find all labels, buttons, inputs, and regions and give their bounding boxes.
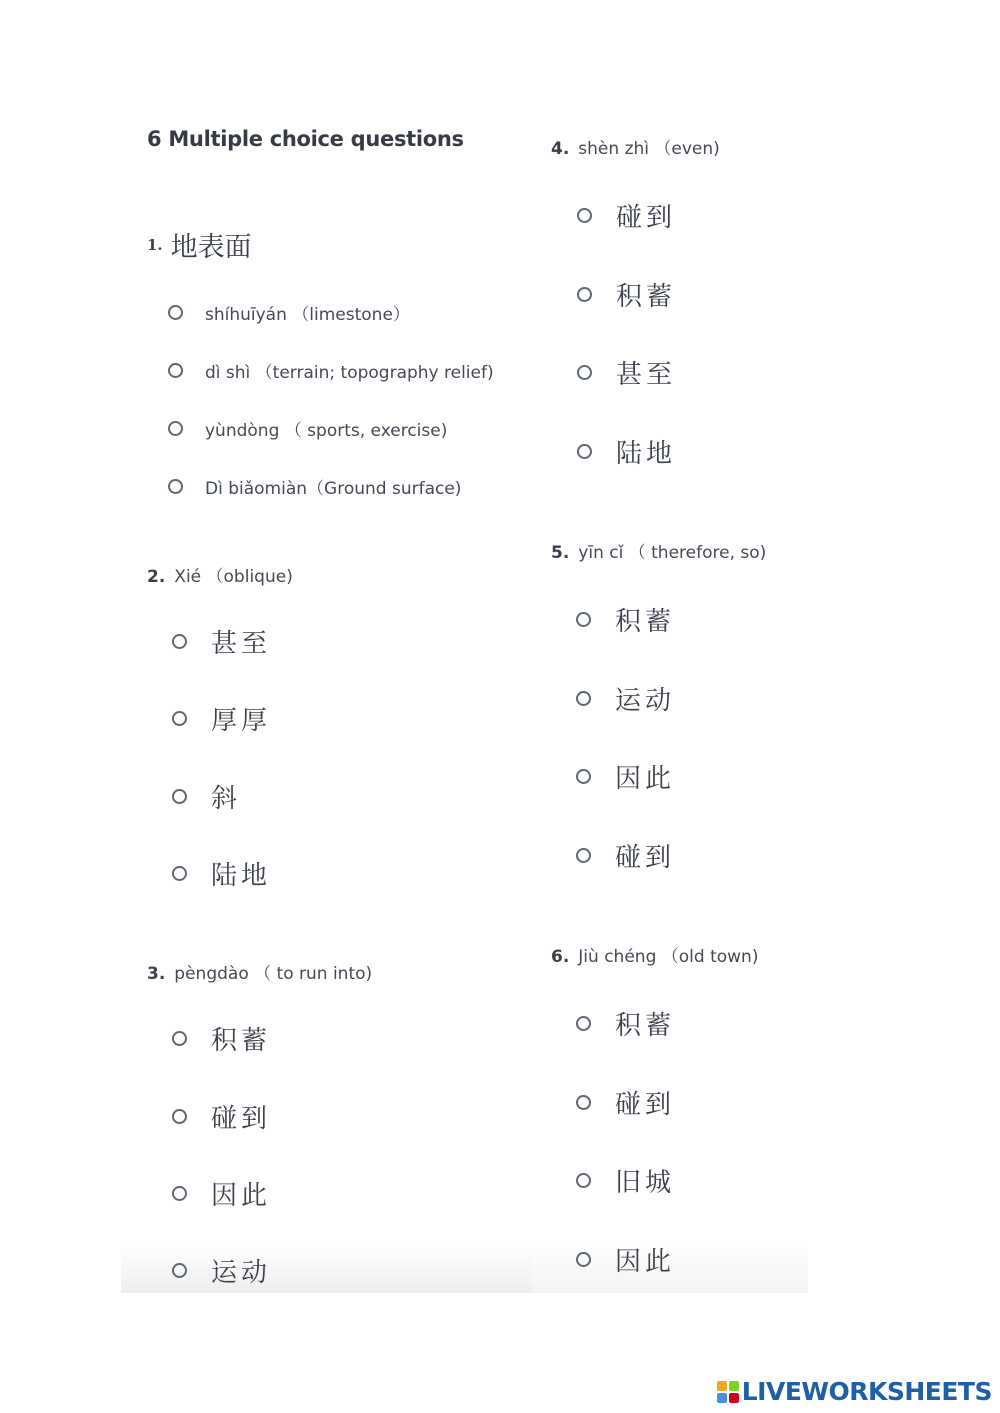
radio-button[interactable] (576, 1016, 591, 1031)
q1-option-2[interactable] (168, 358, 494, 383)
radio-button[interactable] (172, 634, 187, 649)
option-label: 碰到 (616, 203, 677, 233)
logo-tile (729, 1393, 739, 1403)
option-label: 运动 (615, 686, 676, 716)
option-label: 因此 (615, 1247, 676, 1277)
q1-option-4[interactable] (168, 474, 461, 499)
question-5-prompt: yīn cǐ （ therefore, so) (578, 543, 767, 563)
radio-button[interactable] (172, 866, 187, 881)
q6-option-3[interactable] (576, 1162, 675, 1199)
question-3-number: 3. (147, 964, 166, 984)
question-2-prompt: Xié （oblique) (174, 567, 293, 587)
question-4-prompt: shèn zhì （even) (578, 139, 720, 159)
radio-button[interactable] (576, 1095, 591, 1110)
radio-button[interactable] (577, 287, 592, 302)
option-label: 积蓄 (615, 607, 676, 637)
radio-button[interactable] (577, 365, 592, 380)
q6-option-2[interactable] (576, 1084, 675, 1121)
q3-option-2[interactable] (172, 1098, 271, 1135)
question-6-number: 6. (551, 947, 570, 967)
radio-button[interactable] (576, 769, 591, 784)
radio-button[interactable] (172, 1109, 187, 1124)
q2-option-3[interactable] (172, 778, 241, 815)
radio-button[interactable] (576, 1252, 591, 1267)
logo-tile (717, 1381, 727, 1391)
q5-option-1[interactable] (576, 601, 675, 638)
q5-option-2[interactable] (576, 680, 675, 717)
option-label: 因此 (211, 1181, 272, 1211)
option-label: 斜 (211, 784, 242, 814)
q3-option-1[interactable] (172, 1020, 271, 1057)
q4-option-4[interactable] (577, 433, 676, 470)
q5-option-3[interactable] (576, 758, 675, 795)
option-label: dì shì （terrain; topography relief) (205, 363, 494, 383)
option-label: 甚至 (211, 629, 272, 659)
q2-option-4[interactable] (172, 855, 271, 892)
q2-option-2[interactable] (172, 700, 271, 737)
option-label: 碰到 (615, 1090, 676, 1120)
option-label: 因此 (615, 764, 676, 794)
question-5-label (551, 538, 766, 563)
q4-option-1[interactable] (577, 197, 676, 234)
q1-option-3[interactable] (168, 416, 447, 441)
option-label: 厚厚 (211, 706, 272, 736)
liveworksheets-logo (717, 1377, 992, 1406)
logo-tile (729, 1381, 739, 1391)
radio-button[interactable] (576, 691, 591, 706)
q6-option-4[interactable] (576, 1241, 675, 1278)
radio-button[interactable] (576, 612, 591, 627)
radio-button[interactable] (168, 305, 183, 320)
q6-option-1[interactable] (576, 1005, 675, 1042)
option-label: 碰到 (615, 843, 676, 873)
q5-option-4[interactable] (576, 837, 675, 874)
option-label: yùndòng （ sports, exercise) (205, 421, 448, 441)
radio-button[interactable] (172, 1031, 187, 1046)
question-1-prompt: 地表面 (170, 232, 252, 263)
radio-button[interactable] (577, 208, 592, 223)
question-5-number: 5. (551, 543, 570, 563)
q4-option-2[interactable] (577, 276, 676, 313)
option-label: 运动 (211, 1258, 272, 1288)
q3-option-4[interactable] (172, 1252, 271, 1289)
option-label: Dì biǎomiàn（Ground surface) (205, 479, 462, 499)
question-6-prompt: Jiù chéng （old town) (578, 947, 759, 967)
radio-button[interactable] (577, 444, 592, 459)
radio-button[interactable] (576, 1173, 591, 1188)
radio-button[interactable] (576, 848, 591, 863)
question-3-label (147, 959, 372, 984)
radio-button[interactable] (172, 1186, 187, 1201)
question-1-label (147, 225, 252, 264)
option-label: 旧城 (615, 1168, 676, 1198)
q2-option-1[interactable] (172, 623, 271, 660)
question-4-label (551, 134, 720, 159)
radio-button[interactable] (172, 789, 187, 804)
logo-tile (717, 1393, 727, 1403)
worksheet-title: 6 Multiple choice questions (147, 127, 464, 151)
question-6-label (551, 942, 758, 967)
option-label: 甚至 (616, 360, 677, 390)
question-2-number: 2. (147, 567, 166, 587)
logo-text: LIVEWORKSHEETS (741, 1377, 992, 1406)
question-3-prompt: pèngdào （ to run into) (174, 964, 373, 984)
option-label: 陆地 (211, 861, 272, 891)
question-2-label (147, 562, 293, 587)
radio-button[interactable] (168, 363, 183, 378)
radio-button[interactable] (172, 711, 187, 726)
radio-button[interactable] (172, 1263, 187, 1278)
radio-button[interactable] (168, 421, 183, 436)
logo-icon (717, 1381, 739, 1403)
option-label: 积蓄 (615, 1011, 676, 1041)
option-label: 陆地 (616, 439, 677, 469)
option-label: 碰到 (211, 1104, 272, 1134)
question-4-number: 4. (551, 139, 570, 159)
radio-button[interactable] (168, 479, 183, 494)
option-label: 积蓄 (211, 1026, 272, 1056)
option-label: 积蓄 (616, 282, 677, 312)
q1-option-1[interactable] (168, 300, 410, 325)
q4-option-3[interactable] (577, 354, 676, 391)
option-label: shíhuīyán （limestone） (205, 305, 410, 325)
q3-option-3[interactable] (172, 1175, 271, 1212)
question-1-number: 1. (147, 236, 163, 254)
